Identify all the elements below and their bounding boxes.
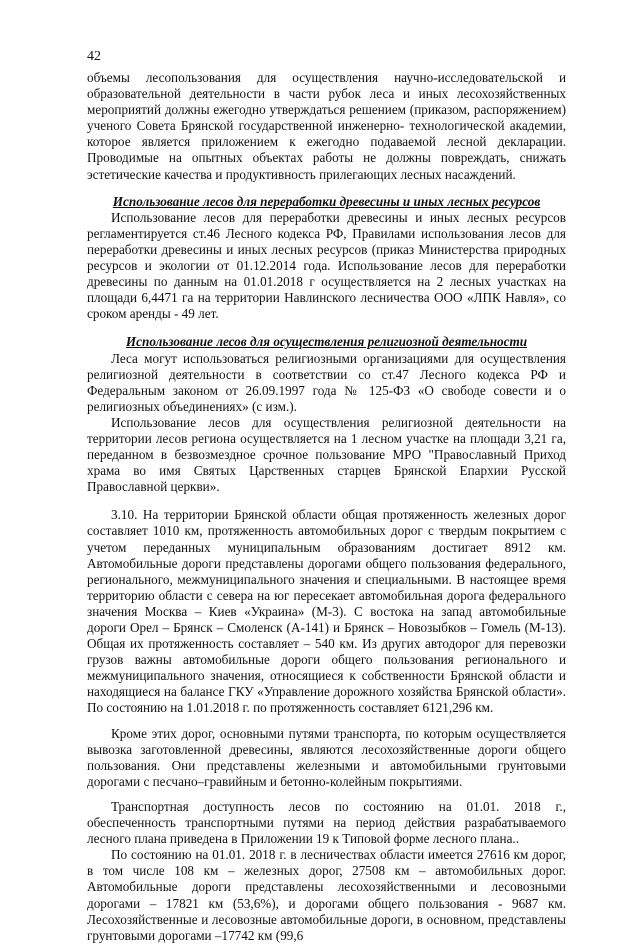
heading-wood-processing: Использование лесов для переработки древесины и иных лесных ресурсов	[112, 193, 541, 209]
paragraph-religious-plot: Использование лесов для осуществления религиозной деятельности на территории лесов региона осуществляется на 1 лесном участке на площади 3,21 га, переданном в безвозмездное срочное пользование МРО "Православный Приход храма во имя Святых Царственных старцев Брянской Епархии Русской Православной церкви».	[87, 414, 566, 495]
paragraph-road-statistics: По состоянию на 01.01. 2018 г. в лесничествах области имеется 27616 км дорог, в том числе 108 км – железных дорог, 27508 км – автомобильных дорог. Автомобильные дороги представлены лесохозяйственными и лесовозными дорогами – 17821 км (53,6%), и дорогами общего пользования - 9687 км. Лесохозяйственные и лесовозные автомобильные дороги, в основном, представлены грунтовыми дорогами –17742 км (99,6	[87, 847, 566, 943]
paragraph-research-use: объемы лесопользования для осуществления научно-исследовательской и образовательной деятельности в части рубок леса и иных лесохозяйственных мероприятий должны ежегодно утверждаться решением (приказом, распоряжением) ученого Совета Брянской государственной инженерно- технологической академии, которое является приложением к ежегодно подаваемой лесной декларации. Проводимые на опытных объектах работы не должны повреждать, снижать эстетические качества и продуктивность прилегающих лесных насаждений.	[87, 70, 566, 182]
paragraph-religious-law: Леса могут использоваться религиозными организациями для осуществления религиозной деятельности в соответствии со ст.47 Лесного кодекса РФ и Федеральным законом от 26.09.1997 года № 125-ФЗ «О свободе совести и о религиозных объединениях» (с изм.).	[87, 350, 566, 414]
paragraph-transport-network: 3.10. На территории Брянской области общая протяженность железных дорог составляет 1010 км, протяженность автомобильных дорог с твердым покрытием с учетом переданных муниципальным образованиям достигает 8912 км. Автомобильные дороги представлены дорогами общего пользования федерального, регионального, межмуниципального значения и специальными. В настоящее время территорию области с севера на юг пересекает автомобильная дорога федерального значения Москва – Киев «Украина» (М-3). С востока на запад автомобильные дороги Орел – Брянск – Смоленск (А-141) и Брянск – Новозыбков – Гомель (М-13). Общая их протяженность составляет – 540 км. Из других автодорог для перевозки грузов важны автомобильные дороги общего пользования регионального и межмуниципального значения, относящиеся к собственности Брянской области и находящиеся на балансе ГКУ «Управление дорожного хозяйства Брянской области». По состоянию на 1.01.2018 г. по протяженность составляет 6121,296 км.	[87, 507, 566, 716]
paragraph-wood-processing: Использование лесов для переработки древесины и иных лесных ресурсов регламентируется ст.46 Лесного кодекса РФ, Правилами использования лесов для переработки древесины и иных лесных ресурсов (приказ Министерства природных ресурсов и экологии от 01.12.2014 года. Использование лесов для переработки древесины по данным на 01.01.2018 г осуществляется на 2 лесных участках на площади 6,4471 га на территории Навлинского лесничества ООО «ЛПК Навля», со сроком аренды - 49 лет.	[87, 209, 566, 322]
heading-religious-activity: Использование лесов для осуществления религиозной деятельности	[125, 334, 528, 350]
page-content	[87, 70, 566, 944]
paragraph-forest-roads: Кроме этих дорог, основными путями транспорта, по которым осуществляется вывозка заготовленной древесины, являются лесохозяйственные дороги общего пользования. Они представлены железными и автомобильными грунтовыми дорогами с песчано–гравийным и бетонно-колейным покрытиями.	[87, 725, 566, 789]
paragraph-transport-accessibility: Транспортная доступность лесов по состоянию на 01.01. 2018 г., обеспеченность транспортными путями на период действия разрабатываемого лесного плана приведена в Приложении 19 к Типовой форме лесного плана..	[87, 798, 566, 847]
page-number: 42	[87, 49, 101, 64]
